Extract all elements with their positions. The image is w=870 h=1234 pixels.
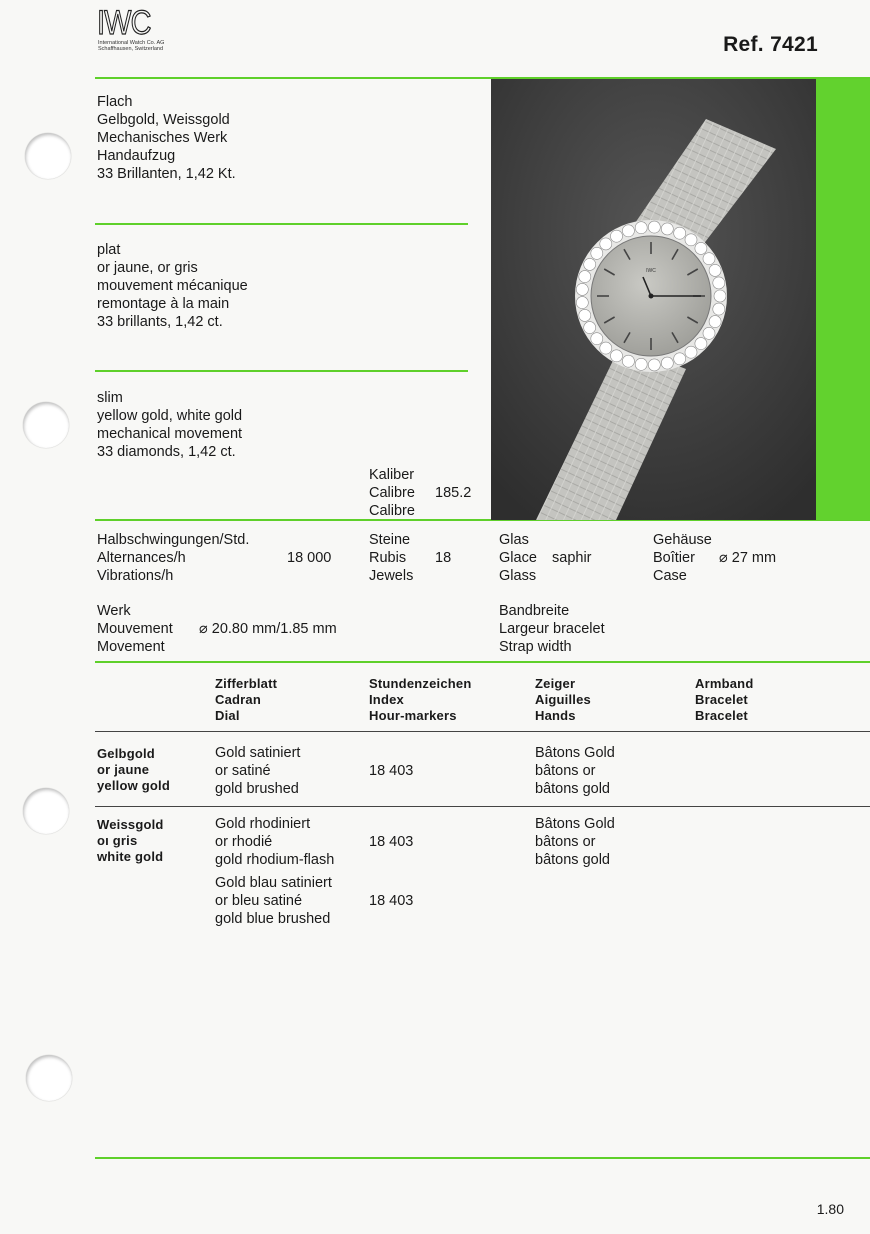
description-german xyxy=(97,93,236,183)
diamond-stone xyxy=(695,338,707,350)
description-line: remontage à la main xyxy=(97,296,230,312)
diamond-stone xyxy=(576,283,588,295)
accent-bar xyxy=(816,79,870,520)
diamond-stone xyxy=(709,316,721,328)
brand-logo: IWC xyxy=(97,4,151,42)
page-number: 1.80 xyxy=(816,1201,844,1217)
diamond-stone xyxy=(611,230,623,242)
case-value: ⌀ 27 mm xyxy=(719,550,777,566)
header-dial: Zifferblatt Cadran Dial xyxy=(215,676,278,723)
diamond-stone xyxy=(579,271,591,283)
description-line: plat xyxy=(97,242,121,258)
punch-hole xyxy=(23,788,69,834)
table-header-divider xyxy=(95,731,870,732)
description-line: yellow gold, white gold xyxy=(97,408,243,424)
description-line: or jaune, or gris xyxy=(97,260,198,276)
diamond-stone xyxy=(685,234,697,246)
description-line: mouvement mécanique xyxy=(97,278,248,294)
divider xyxy=(95,223,468,225)
diamond-stone xyxy=(622,355,634,367)
description-line: slim xyxy=(97,390,123,406)
divider xyxy=(95,370,468,372)
description-line: Mechanisches Werk xyxy=(97,130,228,146)
diamond-stone xyxy=(674,353,686,365)
halfswings-value: 18 000 xyxy=(287,550,332,566)
row-hands: Bâtons Gold bâtons or bâtons gold xyxy=(535,816,615,868)
reference-number: Ref. 7421 xyxy=(723,33,818,56)
punch-hole xyxy=(23,402,69,448)
header-hands: Zeiger Aiguilles Hands xyxy=(535,676,591,723)
row-index: 18 403 xyxy=(369,893,414,909)
row-index: 18 403 xyxy=(369,763,414,779)
punch-hole xyxy=(26,1055,72,1101)
punch-hole xyxy=(25,133,71,179)
movement-value: ⌀ 20.80 mm/1.85 mm xyxy=(199,621,337,637)
description-french xyxy=(97,241,248,331)
row-hands: Bâtons Gold bâtons or bâtons gold xyxy=(535,745,615,797)
diamond-stone xyxy=(661,223,673,235)
header-bracelet: Armband Bracelet Bracelet xyxy=(695,676,754,723)
case-labels: Gehäuse Boîtier Case xyxy=(653,532,712,584)
halfswings-labels: Halbschwingungen/Std. Alternances/h Vibrations/h xyxy=(97,532,250,584)
brand-company-address: International Watch Co. AG Schaffhausen, Switzerland xyxy=(98,40,165,52)
divider xyxy=(95,661,870,663)
diamond-stone xyxy=(611,350,623,362)
diamond-stone xyxy=(648,359,660,371)
row-dial: Gold satiniert or satiné gold brushed xyxy=(215,745,301,797)
divider xyxy=(95,1157,870,1159)
description-line: 33 diamonds, 1,42 ct. xyxy=(97,444,236,460)
glass-value: saphir xyxy=(552,550,592,566)
description-english xyxy=(97,389,242,461)
diamond-stone xyxy=(703,253,715,265)
strap-labels: Bandbreite Largeur bracelet Strap width xyxy=(499,603,605,655)
diamond-stone xyxy=(591,247,603,259)
diamond-stone xyxy=(648,221,660,233)
diamond-stone xyxy=(591,333,603,345)
glass-labels: Glas Glace Glass xyxy=(499,532,537,584)
description-line: 33 Brillanten, 1,42 Kt. xyxy=(97,166,236,182)
diamond-stone xyxy=(674,227,686,239)
row-dial: Gold rhodiniert or rhodié gold rhodium-flash xyxy=(215,816,335,868)
diamond-stone xyxy=(584,322,596,334)
movement-labels: Werk Mouvement Movement xyxy=(97,603,173,655)
diamond-stone xyxy=(695,242,707,254)
diamond-stone xyxy=(576,297,588,309)
diamond-stone xyxy=(709,264,721,276)
diamond-stone xyxy=(635,358,647,370)
row-index: 18 403 xyxy=(369,834,414,850)
diamond-stone xyxy=(661,357,673,369)
description-line: Gelbgold, Weissgold xyxy=(97,112,230,128)
svg-text:IWC: IWC xyxy=(646,268,656,274)
table-row-divider xyxy=(95,806,870,807)
diamond-stone xyxy=(579,309,591,321)
header-index: Stundenzeichen Index Hour-markers xyxy=(369,676,472,723)
row-metal-white-gold: Weissgold oı gris white gold xyxy=(97,817,164,864)
diamond-stone xyxy=(622,225,634,237)
description-line: Handaufzug xyxy=(97,148,176,164)
jewels-value: 18 xyxy=(435,550,452,566)
jewels-labels: Steine Rubis Jewels xyxy=(369,532,414,584)
diamond-stone xyxy=(635,222,647,234)
diamond-stone xyxy=(713,303,725,315)
diamond-stone xyxy=(600,342,612,354)
diamond-stone xyxy=(703,327,715,339)
diamond-stone xyxy=(584,258,596,270)
description-line: 33 brillants, 1,42 ct. xyxy=(97,314,223,330)
row-metal-yellow-gold: Gelbgold or jaune yellow gold xyxy=(97,746,170,793)
calibre-labels: Kaliber Calibre Calibre xyxy=(369,467,415,519)
row-dial: Gold blau satiniert or bleu satiné gold blue brushed xyxy=(215,875,332,927)
calibre-value: 185.2 xyxy=(435,485,472,501)
description-line: mechanical movement xyxy=(97,426,243,442)
diamond-stone xyxy=(714,290,726,302)
watch-photo xyxy=(491,79,816,520)
diamond-stone xyxy=(713,277,725,289)
description-line: Flach xyxy=(97,94,133,110)
watch-illustration xyxy=(491,79,816,520)
diamond-stone xyxy=(600,238,612,250)
diamond-stone xyxy=(685,346,697,358)
